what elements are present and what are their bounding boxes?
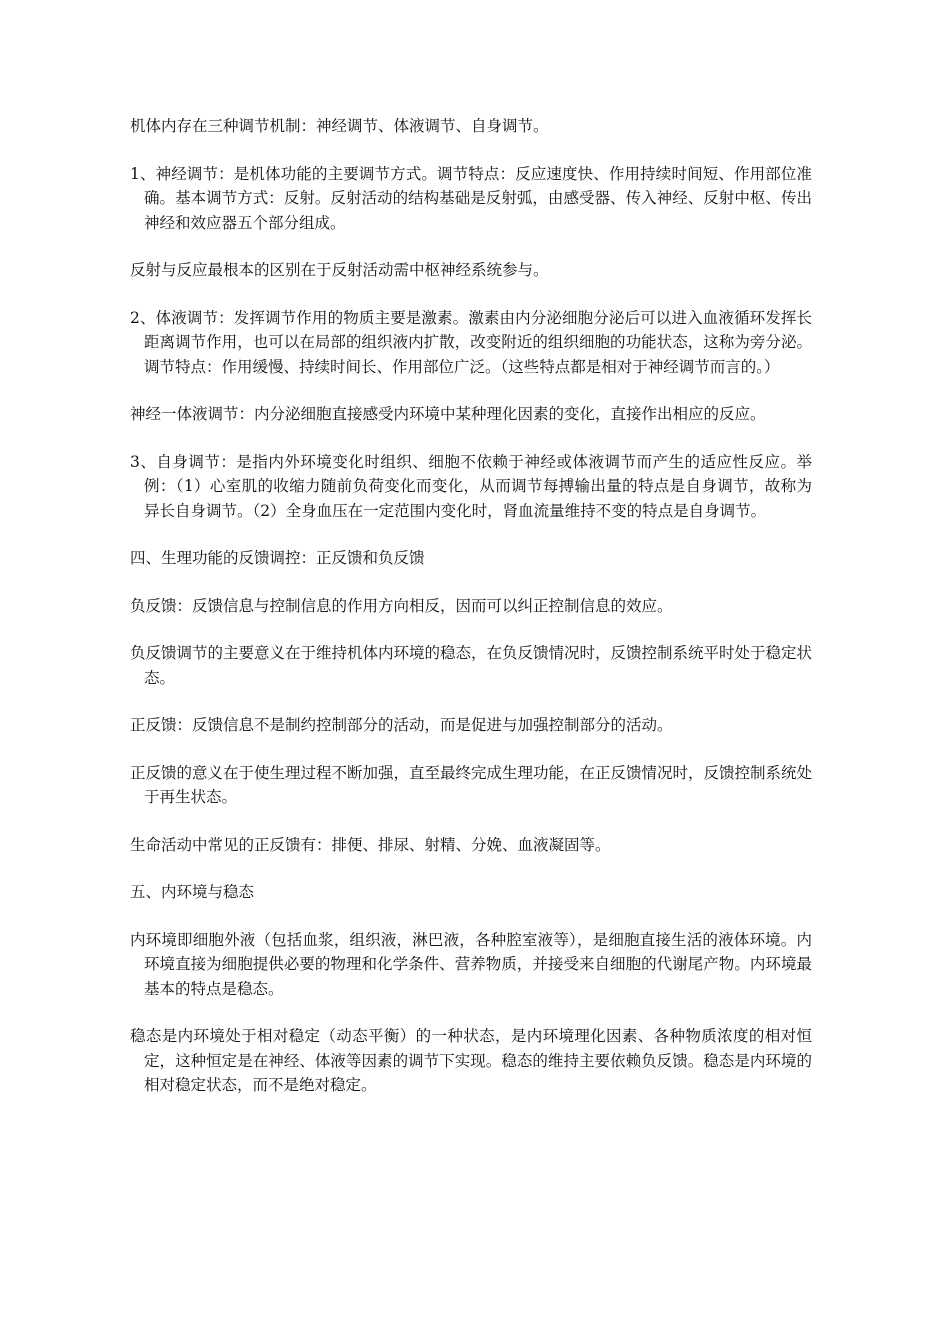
negative-feedback-paragraph: 负反馈：反馈信息与控制信息的作用方向相反，因而可以纠正控制信息的效应。 [130, 596, 673, 615]
neural-regulation-paragraph: 1、神经调节：是机体功能的主要调节方式。调节特点：反应速度快、作用持续时间短、作用部位准确。基本调节方式：反射。反射活动的结构基础是反射弧，由感受器、传入神经、反射中枢、传出神经和效应器五个部分组成。 [130, 164, 812, 232]
homeostasis-paragraph: 稳态是内环境处于相对稳定（动态平衡）的一种状态，是内环境理化因素、各种物质浓度的相对恒定，这种恒定是在神经、体液等因素的调节下实现。稳态的维持主要依赖负反馈。稳态是内环境的相对稳定状态，而不是绝对稳定。 [130, 1027, 812, 1094]
internal-environment-paragraph: 内环境即细胞外液（包括血浆，组织液，淋巴液，各种腔室液等），是细胞直接生活的液体环境。内环境直接为细胞提供必要的物理和化学条件、营养物质，并接受来自细胞的代谢尾产物。内环境最基本的特点是稳态。 [130, 930, 812, 998]
reflex-vs-reaction-paragraph: 反射与反应最根本的区别在于反射活动需中枢神经系统参与。 [130, 261, 549, 279]
positive-feedback-meaning-paragraph: 正反馈的意义在于使生理过程不断加强，直至最终完成生理功能，在正反馈情况时，反馈控制系统处于再生状态。 [130, 763, 813, 806]
humoral-regulation-paragraph: 2、体液调节：发挥调节作用的物质主要是激素。激素由内分泌细胞分泌后可以进入血液循环发挥长距离调节作用，也可以在局部的组织液内扩散，改变附近的组织细胞的功能状态，这称为旁分泌。调节特点：作用缓慢、持续时间长、作用部位广泛。（这些特点都是相对于神经调节而言的。） [130, 308, 812, 376]
autoregulation-paragraph: 3、自身调节：是指内外环境变化时组织、细胞不依赖于神经或体液调节而产生的适应性反应。举例：（1）心室肌的收缩力随前负荷变化而变化，从而调节每搏输出量的特点是自身调节，故称为异长自身调节。（2）全身血压在一定范围内变化时，肾血流量维持不变的特点是自身调节。 [130, 452, 812, 520]
positive-feedback-examples-paragraph: 生命活动中常见的正反馈有：排便、排尿、射精、分娩、血液凝固等。 [130, 835, 611, 854]
negative-feedback-meaning-paragraph: 负反馈调节的主要意义在于维持机体内环境的稳态，在负反馈情况时，反馈控制系统平时处于稳定状态。 [130, 644, 813, 687]
section-four-heading: 四、生理功能的反馈调控：正反馈和负反馈 [130, 549, 425, 567]
intro-paragraph: 机体内存在三种调节机制：神经调节、体液调节、自身调节。 [130, 117, 549, 135]
positive-feedback-paragraph: 正反馈：反馈信息不是制约控制部分的活动，而是促进与加强控制部分的活动。 [130, 716, 673, 734]
section-five-heading: 五、内环境与稳态 [130, 883, 255, 901]
document-body [130, 114, 812, 1121]
neuro-humoral-paragraph: 神经一体液调节：内分泌细胞直接感受内环境中某种理化因素的变化，直接作出相应的反应。 [130, 405, 766, 423]
